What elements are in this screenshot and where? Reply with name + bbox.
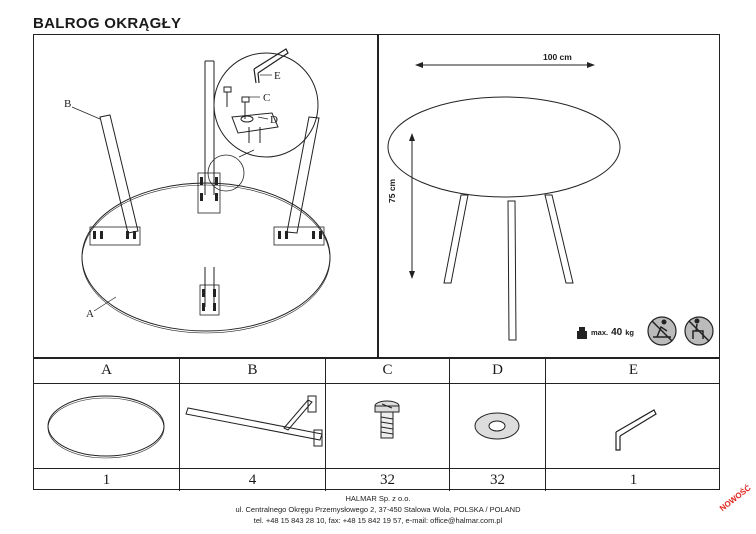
callout-d-label: D [270, 114, 278, 126]
part-header-c: C [382, 362, 393, 378]
washer-icon [450, 384, 545, 468]
no-climbing-icon [648, 317, 676, 345]
exploded-assembly-view [34, 35, 377, 357]
width-dimension-label: 100 cm [543, 52, 572, 62]
callout-b-label: B [64, 98, 72, 110]
part-qty-c: 32 [380, 471, 395, 488]
new-badge: NOWOŚĆ [718, 483, 753, 514]
footer-contact: tel. +48 15 843 28 10, fax: +48 15 842 19 57, e-mail: office@halmar.com.pl [253, 516, 503, 525]
part-a-tabletop-image [34, 384, 179, 468]
callout-c-label: C [263, 92, 271, 104]
weight-icon [577, 327, 587, 339]
right-leg-drawing [287, 117, 319, 233]
product-title: BALROG OKRĄGŁY [33, 15, 182, 32]
part-header-e: E [628, 362, 639, 378]
part-b-leg-image [180, 384, 325, 468]
footer-company: HALMAR Sp. z o.o. [345, 494, 411, 503]
allen-key-icon [546, 384, 721, 468]
part-qty-d: 32 [490, 471, 505, 488]
bolt-icon [326, 384, 449, 468]
no-sitting-icon [685, 317, 713, 345]
part-header-d: D [492, 362, 503, 378]
dimension-leg-right [545, 195, 573, 283]
height-dimension-label: 75 cm [387, 178, 397, 203]
part-header-a: A [101, 362, 112, 378]
part-header-b: B [247, 362, 258, 378]
part-qty-e: 1 [629, 471, 638, 488]
assembly-sheet [33, 34, 720, 490]
max-load-label [591, 327, 634, 338]
callout-e-label: E [274, 70, 281, 82]
max-load-value: 40 [611, 327, 623, 338]
callout-a-label: A [86, 308, 94, 320]
footer-address: ul. Centralnego Okręgu Przemysłowego 2, 37-450 Stalowa Wola, POLSKA / POLAND [235, 505, 521, 514]
dimension-leg-front [508, 201, 516, 340]
dimensions-view [379, 35, 719, 357]
dimension-leg-left [444, 195, 468, 283]
part-qty-b: 4 [248, 471, 257, 488]
part-qty-a: 1 [102, 471, 111, 488]
max-load-unit: kg [625, 328, 634, 337]
tabletop-drawing [82, 183, 330, 331]
max-load-prefix: max. [591, 328, 609, 337]
